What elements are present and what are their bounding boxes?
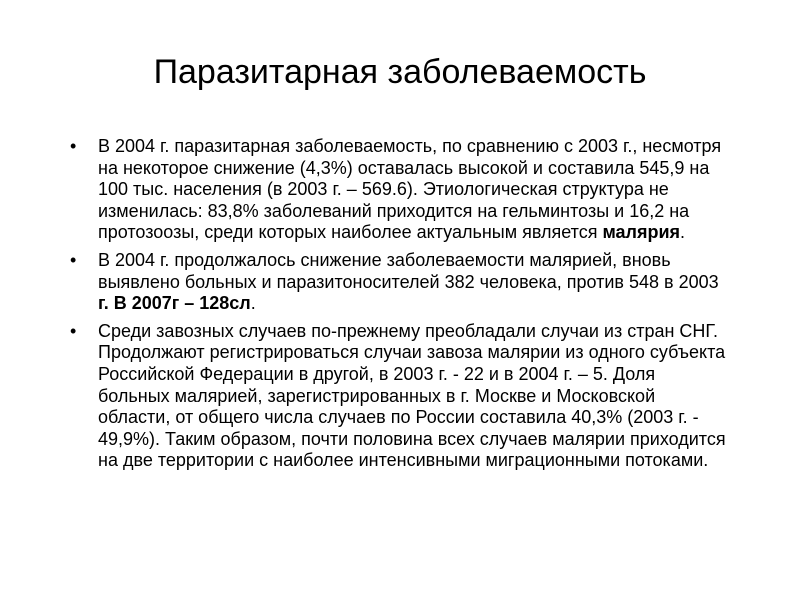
bullet-marker: • xyxy=(70,136,77,156)
bullet-text: В 2004 г. паразитарная заболеваемость, по сравнению с 2003 г., несмотря на некоторое снижение (4,3%) оставалась высокой и составила 545,9 на 100 тыс. населения (в 2003 г. – 569.6). Этиологическая структура не изменилась: 83,8% заболеваний приходится на гельминтозы и 16,2 на протозоозы, среди которых наиболее актуальным является xyxy=(98,136,722,243)
bullet-text: В 2004 г. продолжалось снижение заболеваемости малярией, вновь выявлено больных и паразитоносителей 382 человека, против 548 в 2003 xyxy=(98,249,719,292)
bullet-marker: • xyxy=(70,320,77,341)
bullet-text-bold: малярия xyxy=(602,222,681,243)
bullet-text: . xyxy=(680,222,686,243)
bullet-text-bold: г. В 2007г – 128сл xyxy=(98,293,251,314)
bullet-marker: • xyxy=(70,249,77,270)
bullet-list xyxy=(70,136,730,478)
bullet-text: . xyxy=(250,293,256,314)
bullet-text: Среди завозных случаев по-прежнему преобладали случаи из стран СНГ. Продолжают регистрироваться случаи завоза малярии из одного субъекта Российской Федерации в другой, в 2003 г. - 22 и в 2004 г. – 5. Доля больных малярией, зарегистрированных в г. Москве и Московской области, от общего числа случаев по России составила 40,3% (2003 г. - 49,9%). Таким образом, почти половина всех случаев малярии приходится на две территории с наиболее интенсивными миграционными потоками. xyxy=(98,320,726,471)
bullet-item xyxy=(70,321,730,472)
bullet-item xyxy=(70,250,730,315)
slide-title: Паразитарная заболеваемость xyxy=(153,53,647,91)
bullet-item xyxy=(70,136,730,244)
